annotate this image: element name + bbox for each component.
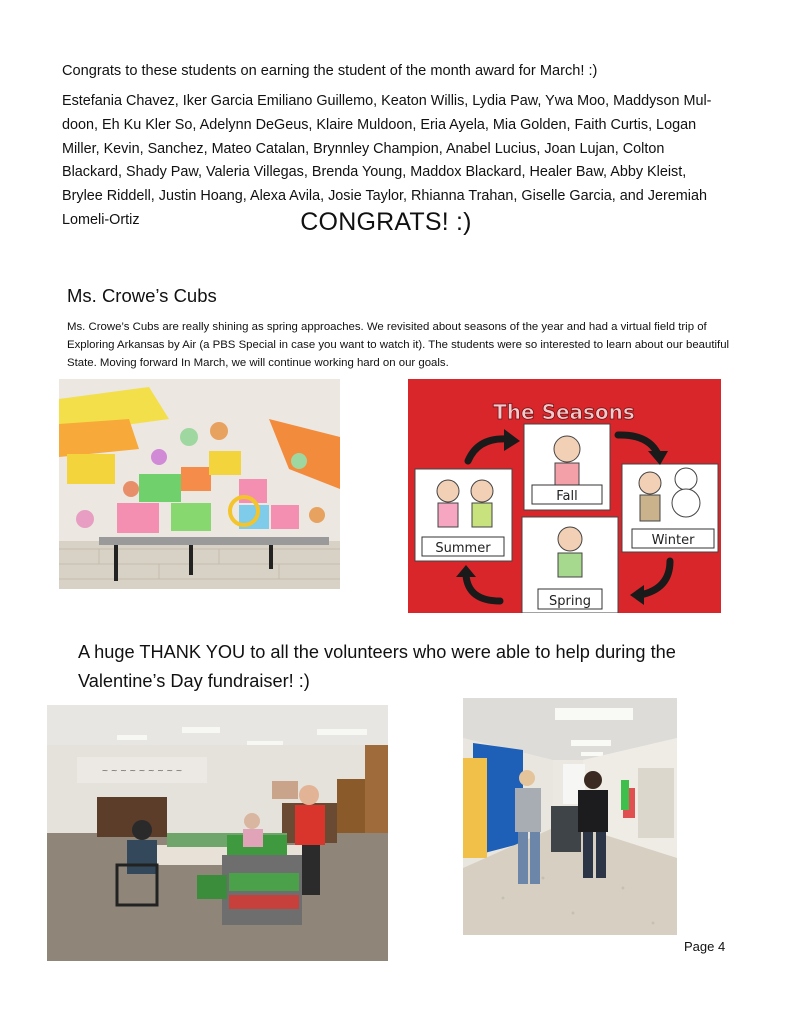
hallway-photo: [463, 698, 677, 935]
congrats-heading: CONGRATS! :): [300, 208, 472, 236]
page-number: Page 4: [684, 939, 726, 954]
seasons-poster-summer: Summer: [435, 541, 491, 556]
seasons-poster-fall: Fall: [556, 489, 578, 504]
seasons-poster-photo: [408, 379, 721, 613]
section-title: Ms. Crowe’s Cubs: [67, 285, 217, 306]
svg-text:~ ~ ~ ~ ~ ~ ~ ~ ~: ~ ~ ~ ~ ~ ~ ~ ~ ~: [101, 766, 183, 775]
volunteer-thanks: A huge THANK YOU to all the volunteers who were able to help during the Valentine’s Day fundraiser! :): [78, 642, 676, 691]
seasons-poster-spring: Spring: [549, 594, 591, 609]
seasons-poster-title: The Seasons: [493, 400, 635, 424]
bulletin-board-photo: [59, 379, 340, 589]
seasons-poster-winter: Winter: [651, 533, 695, 548]
student-names: Estefania Chavez, Iker Garcia Emiliano Guillemo, Keaton Willis, Lydia Paw, Ywa Moo, Maddyson Mul-doon, Eh Ku Kler So, Adelynn DeGeus, Klaire Muldoon, Eria Ayela, Mia Golden, Faith Curtis, Logan Miller, Kevin, Sanchez, Mateo Catalan, Brynnley Champion, Anabel Lucius, Joan Lujan, Colton Blackard, Shady Paw, Valeria Villegas, Brenda Young, Maddox Blackard, Healer Baw, Abby Kleist, Brylee Riddell, Justin Hoang, Alexa Avila, Josie Taylor, Rhianna Trahan, Giselle Garcia, and Jeremiah Lomeli-Ortiz: [62, 93, 712, 228]
section-body: Ms. Crowe’s Cubs are really shining as spring approaches. We revisited about seasons of the year and had a virtual field trip of Exploring Arkansas by Air (a PBS Special in case you want to watch it). The students were so interested to learn about our beautiful State. Moving forward In March, we will continue working hard on our goals.: [67, 321, 730, 369]
intro-text: Congrats to these students on earning the student of the month award for March! :): [62, 63, 598, 79]
library-fundraiser-photo: [47, 705, 388, 961]
